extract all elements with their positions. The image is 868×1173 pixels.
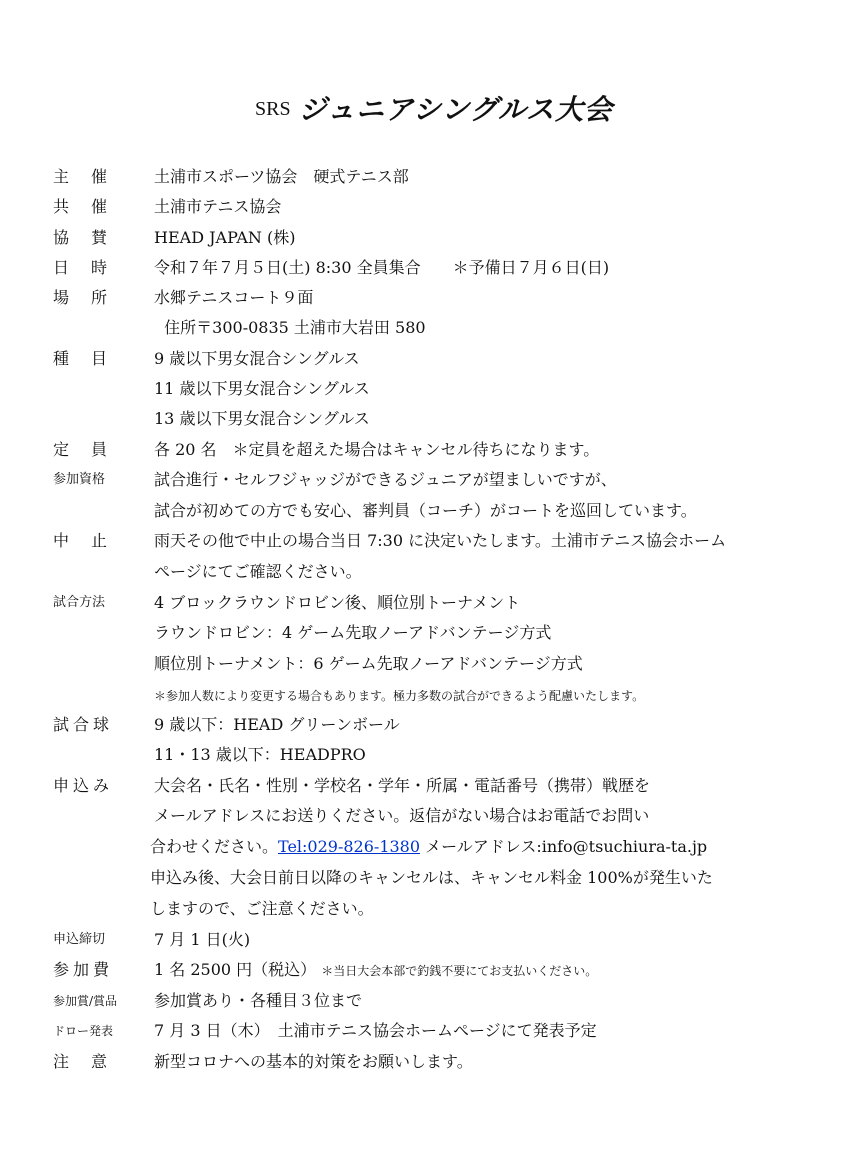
co-organizer-value: 土浦市テニス協会 bbox=[154, 197, 282, 216]
application-line-2: メールアドレスにお送りください。返信がない場合はお電話でお問い bbox=[154, 806, 650, 825]
fee-note: ＊当日大会本部で釣銭不要にてお支払いください。 bbox=[321, 964, 598, 978]
event-u13: 13 歳以下男女混合シングルス bbox=[154, 409, 370, 428]
draw-announcement-value: 7 月 3 日（木） 土浦市テニス協会ホームページにて発表予定 bbox=[154, 1021, 597, 1040]
cancellation-line-2: ページにてご確認ください。 bbox=[154, 562, 362, 581]
match-ball-u11-u13: 11・13 歳以下：HEADPRO bbox=[154, 745, 366, 764]
label-venue: 場所 bbox=[53, 288, 130, 307]
eligibility-line-1: 試合進行・セルフジャッジができるジュニアが望ましいですが、 bbox=[154, 470, 617, 489]
label-co-organizer: 共催 bbox=[53, 197, 130, 216]
cancellation-line-1: 雨天その他で中止の場合当日 7:30 に決定いたします。土浦市テニス協会ホーム bbox=[154, 531, 727, 550]
venue-address: 住所〒300-0835 土浦市大岩田 580 bbox=[154, 318, 426, 337]
application-contact-pre: 合わせください。 bbox=[150, 837, 279, 856]
application-line-4: しますので、ご注意ください。 bbox=[150, 899, 374, 918]
fee-value: 1 名 2500 円（税込） bbox=[154, 960, 317, 979]
label-application: 申込み bbox=[53, 776, 114, 795]
application-email: メールアドレス:info@tsuchiura-ta.jp bbox=[420, 837, 708, 856]
application-line-1: 大会名・氏名・性別・学校名・学年・所属・電話番号（携帯）戦歴を bbox=[154, 776, 651, 795]
phone-link[interactable]: Tel:029-826-1380 bbox=[278, 837, 421, 856]
document-title bbox=[0, 88, 868, 128]
match-format-line-3: 順位別トーナメント：6 ゲーム先取ノーアドバンテージ方式 bbox=[154, 654, 583, 673]
match-ball-u9: 9 歳以下：HEAD グリーンボール bbox=[154, 715, 400, 734]
fee-line bbox=[154, 960, 597, 981]
label-datetime: 日時 bbox=[53, 258, 130, 277]
label-sponsor: 協賛 bbox=[53, 228, 130, 247]
datetime-value: 令和７年７月５日(土) 8:30 全員集合 ＊予備日７月６日(日) bbox=[154, 258, 610, 277]
label-caution: 注意 bbox=[53, 1052, 130, 1071]
label-cancellation: 中止 bbox=[53, 531, 130, 550]
caution-value: 新型コロナへの基本的対策をお願いします。 bbox=[154, 1052, 473, 1071]
label-eligibility: 参加資格 bbox=[53, 472, 106, 487]
venue-name: 水郷テニスコート９面 bbox=[154, 288, 314, 307]
title-prefix: SRS bbox=[255, 98, 291, 120]
label-prizes: 参加賞/賞品 bbox=[53, 994, 118, 1008]
label-match-ball: 試合球 bbox=[53, 715, 114, 734]
capacity-value: 各 20 名 ＊定員を超えた場合はキャンセル待ちになります。 bbox=[154, 440, 600, 459]
label-events: 種目 bbox=[53, 349, 130, 368]
deadline-value: 7 月 1 日(火) bbox=[154, 930, 251, 949]
match-format-note: ＊参加人数により変更する場合もあります。極力多数の試合ができるよう配慮いたします。 bbox=[154, 689, 645, 703]
prizes-value: 参加賞あり・各種目３位まで bbox=[154, 991, 363, 1010]
title-main: ジュニアシングルス大会 bbox=[298, 93, 613, 126]
label-match-format: 試合方法 bbox=[53, 595, 106, 610]
organizer-value: 土浦市スポーツ協会 硬式テニス部 bbox=[154, 167, 409, 186]
match-format-line-2: ラウンドロビン：4 ゲーム先取ノーアドバンテージ方式 bbox=[154, 623, 552, 642]
event-u11: 11 歳以下男女混合シングルス bbox=[154, 379, 370, 398]
sponsor-value: HEAD JAPAN (株) bbox=[154, 228, 296, 247]
application-line-3: 申込み後、大会日前日以降のキャンセルは、キャンセル料金 100%が発生いた bbox=[150, 868, 713, 887]
label-deadline: 申込締切 bbox=[53, 932, 106, 947]
application-contact-line bbox=[150, 837, 707, 857]
label-capacity: 定員 bbox=[53, 440, 130, 459]
eligibility-line-2: 試合が初めての方でも安心、審判員（コーチ）がコートを巡回しています。 bbox=[154, 501, 697, 520]
label-fee: 参加費 bbox=[53, 960, 114, 979]
event-u9: 9 歳以下男女混合シングルス bbox=[154, 349, 360, 368]
label-organizer: 主催 bbox=[53, 167, 130, 186]
label-draw-announcement: ドロー発表 bbox=[53, 1024, 114, 1038]
match-format-line-1: 4 ブロックラウンドロビン後、順位別トーナメント bbox=[154, 593, 521, 612]
